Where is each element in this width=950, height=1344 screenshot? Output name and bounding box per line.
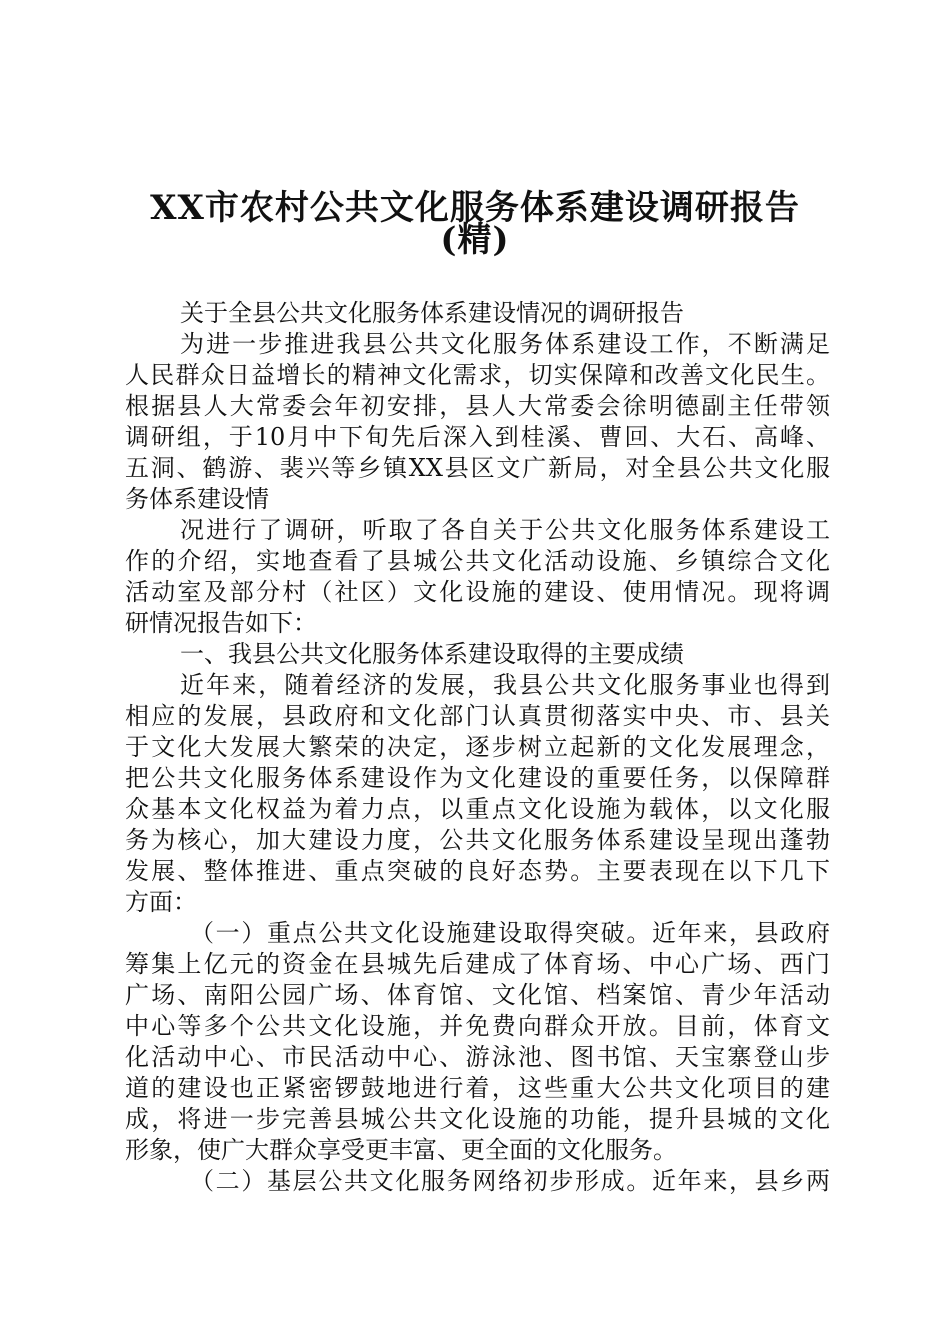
paragraph-line: 众基本文化权益为着力点，以重点文化设施为载体，以文化服 <box>125 795 830 823</box>
paragraph-line: 方面： <box>125 888 197 916</box>
paragraph-line: 活动室及部分村（社区）文化设施的建设、使用情况。现将调 <box>125 578 830 606</box>
paragraph-line: 为进一步推进我县公共文化服务体系建设工作，不断满足 <box>180 330 830 358</box>
document-title-suffix: (精) <box>440 220 510 260</box>
paragraph-line: 根据县人大常委会年初安排，县人大常委会徐明德副主任带领 <box>125 392 830 420</box>
paragraph-line: 相应的发展，县政府和文化部门认真贯彻落实中央、市、县关 <box>125 702 830 730</box>
paragraph-line: 成，将进一步完善县城公共文化设施的功能，提升县城的文化 <box>125 1105 830 1133</box>
subsection-line: （一）重点公共文化设施建设取得突破。近年来，县政府 <box>190 919 830 947</box>
document-title: XX市农村公共文化服务体系建设调研报告 <box>150 188 800 228</box>
paragraph-line: 道的建设也正紧密锣鼓地进行着，这些重大公共文化项目的建 <box>125 1074 830 1102</box>
section-heading: 一、我县公共文化服务体系建设取得的主要成绩 <box>180 640 684 668</box>
report-subtitle: 关于全县公共文化服务体系建设情况的调研报告 <box>180 299 684 327</box>
paragraph-line: 务体系建设情 <box>125 485 269 513</box>
paragraph-line: 化活动中心、市民活动中心、游泳池、图书馆、天宝寨登山步 <box>125 1043 830 1071</box>
paragraph-line: 筹集上亿元的资金在县城先后建成了体育场、中心广场、西门 <box>125 950 830 978</box>
paragraph-line: 务为核心，加大建设力度，公共文化服务体系建设呈现出蓬勃 <box>125 826 830 854</box>
paragraph-line: 中心等多个公共文化设施，并免费向群众开放。目前，体育文 <box>125 1012 830 1040</box>
paragraph-line: 研情况报告如下： <box>125 609 317 637</box>
paragraph-line: 况进行了调研，听取了各自关于公共文化服务体系建设工 <box>180 516 830 544</box>
paragraph-line: 调研组，于10月中下旬先后深入到桂溪、曹回、大石、高峰、 <box>125 423 830 451</box>
paragraph-line: 于文化大发展大繁荣的决定，逐步树立起新的文化发展理念， <box>125 733 830 761</box>
paragraph-line: 人民群众日益增长的精神文化需求，切实保障和改善文化民生。 <box>125 361 830 389</box>
paragraph-line: 发展、整体推进、重点突破的良好态势。主要表现在以下几下 <box>125 857 830 885</box>
paragraph-line: 形象，使广大群众享受更丰富、更全面的文化服务。 <box>125 1136 677 1164</box>
paragraph-line: 五洞、鹤游、裴兴等乡镇XX县区文广新局，对全县公共文化服 <box>125 454 830 482</box>
paragraph-line: 把公共文化服务体系建设作为文化建设的重要任务，以保障群 <box>125 764 830 792</box>
document-body <box>125 298 830 1197</box>
paragraph-line: 作的介绍，实地查看了县城公共文化活动设施、乡镇综合文化 <box>125 547 830 575</box>
paragraph-line: 近年来，随着经济的发展，我县公共文化服务事业也得到 <box>180 671 830 699</box>
paragraph-line: 广场、南阳公园广场、体育馆、文化馆、档案馆、青少年活动 <box>125 981 830 1009</box>
subsection-line: （二）基层公共文化服务网络初步形成。近年来，县乡两 <box>190 1167 830 1195</box>
